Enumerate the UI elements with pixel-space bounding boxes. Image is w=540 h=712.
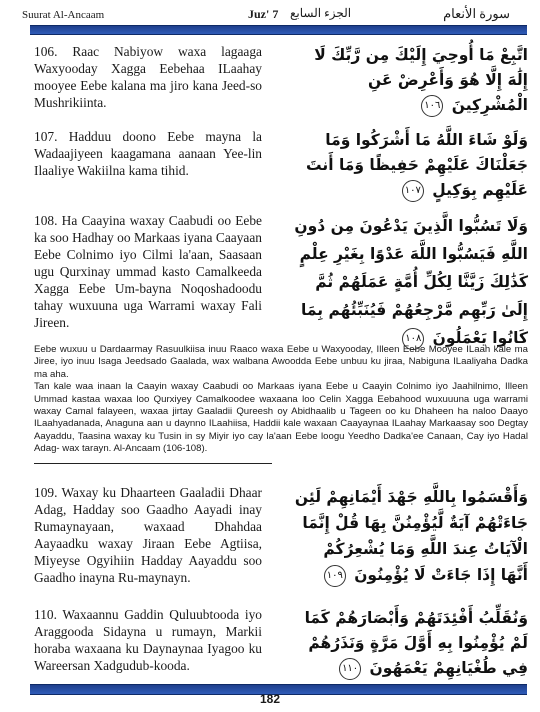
arabic-text: وَأَقْسَمُوا بِاللَّهِ جَهْدَ أَيْمَانِهِمْ لَئِن جَاءَتْهُمْ آيَةٌ لَّيُؤْمِنُنَّ بِهَا قُلْ إِنَّمَا الْآيَاتُ عِندَ اللَّهِ وَمَا يُشْعِرُكُمْ أَنَّهَا إِذَا جَاءَتْ لَا يُؤْمِنُونَ [294,488,528,584]
ayah-marker: ١٠٨ [402,328,424,350]
arabic-text: وَنُقَلِّبُ أَفْئِدَتَهُمْ وَأَبْصَارَهُمْ كَمَا لَمْ يُؤْمِنُوا بِهِ أَوَّلَ مَرَّةٍ وَنَذَرُهُمْ فِي طُغْيَانِهِمْ يَعْمَهُونَ [304,609,528,677]
verse-translation: 107. Hadduu doono Eebe mayna la Wadaajiyeen kaagamana aanaan Yee-lin Ilaaliye Wakiilna kama tihid. [34,129,262,178]
ayah-marker: ١٠٦ [421,95,443,117]
header-rule [30,25,527,35]
commentary [34,344,528,456]
juz-label: Juz' 7 [248,7,279,21]
verse-translation: 109. Waxay ku Dhaarteen Gaaladii Dhaar Adag, Hadday soo Gaadho Aayadi inay Rumaynayaan, waxaad Dhahdaa Aayaadku waxay Jiraan Eebe Agtiisa, Miyeyse Ogyihiin Hadday Aayaddu soo Gaadho inayna Ru-maynayn. [34,485,262,585]
verse-translation: 110. Waxaannu Gaddin Quluubtooda iyo Araggooda Sidayna u rumayn, Markii horaba waxaana ku Daynaynaa Iyagoo ku Wareersan Xadgudub-kooda. [34,607,262,673]
verse-arabic [292,606,528,681]
page-number: 182 [259,692,281,706]
ayah-marker: ١٠٩ [324,565,346,587]
surah-name: Suurat Al-Ancaam [22,9,105,21]
ayah-marker: ١١٠ [339,658,361,680]
arabic-text: اتَّبِعْ مَا أُوحِيَ إِلَيْكَ مِن رَّبِّكَ لَا إِلَٰهَ إِلَّا هُوَ وَأَعْرِضْ عَنِ الْمُشْرِكِينَ [314,46,528,114]
ayah-marker: ١٠٧ [402,180,424,202]
verse-arabic [292,484,528,588]
verse-arabic [292,128,528,203]
arabic-text: وَلَوْ شَاءَ اللَّهُ مَا أَشْرَكُوا وَمَا جَعَلْنَاكَ عَلَيْهِمْ حَفِيظًا وَمَا أَنتَ عَلَيْهِم بِوَكِيلٍ [306,131,528,199]
commentary-paragraph: Eebe wuxuu u Dardaarmay Rasuulkiisa inuu Raaco waxa Eebe u Waxyooday, Illeen Eebe Mooyee ILaah kale ma Jiree, iyo inuu Isaga Jeedsado Gaalada, wax walbana Awoodda Eebe unbuu ku jiraa, Nabiguna ILaaliyaha Dadka ma aha. [34,344,528,380]
verse-translation: 108. Ha Caayina waxay Caabudi oo Eebe ka soo Hadhay oo Markaas iyana Caayaan Eebe Colnimo iyo Cilmi la'aan, Saasaan ugu Qurxinay ummad kasto Camalkeeda Xagga Eebe Um-bayna Noqoshadoodu tahay wuxuuna uga Warrami waxay Fali Jireen. [34,213,262,330]
juz-label-arabic: الجزء السابع [290,6,352,20]
page-header [22,6,510,24]
surah-name-arabic: سورة الأنعام [443,6,510,21]
commentary-paragraph: Tan kale waa inaan la Caayin waxay Caabudi oo Markaas iyana Eebe u Caayin Colnimo iyo Jaahilnimo, Illeen Ummad kastaa waxaa loo Qurxiyey Camalkoodee waxaana loo Celin Xagga Eebahood wuxuuuna uga warrami waxay Camal falayeen, waxaa jirtay Gaaladii Qureesh oy Abidhaalib u Tageen oo ku Dhaheen ha naloo Daayo ILaahyadanada, Anaguna aan u daynno ILaahiisa, Haddii kale waxaan Caayaynaa ILaahay Markaasay soo Degtay Aayaddu, Taasina waxay ku Tusin in sy Miyir iyo cay la'aan Eebe loogu Yeedho Dadka'ee Canaan, Cay iyo Hadal Adag- wax tarayn. Al-Ancaam (106-108). [34,381,528,455]
verse-arabic [292,43,528,118]
commentary-divider [34,463,272,464]
arabic-text: وَلَا تَسُبُّوا الَّذِينَ يَدْعُونَ مِن دُونِ اللَّهِ فَيَسُبُّوا اللَّهَ عَدْوًا بِغَيْرِ عِلْمٍ كَذَٰلِكَ زَيَّنَّا لِكُلِّ أُمَّةٍ عَمَلَهُمْ ثُمَّ إِلَىٰ رَبِّهِم مَّرْجِعُهُمْ فَيُنَبِّئُهُم بِمَا كَانُوا يَعْمَلُونَ [294,217,528,347]
verse-translation: 106. Raac Nabiyow waxa lagaaga Waxyooday Xagga Eebehaa ILaahay mooyee Eebe kalana ma jiro kana Jeed-so Mushrikiinta. [34,44,262,110]
verse-arabic [292,212,528,352]
